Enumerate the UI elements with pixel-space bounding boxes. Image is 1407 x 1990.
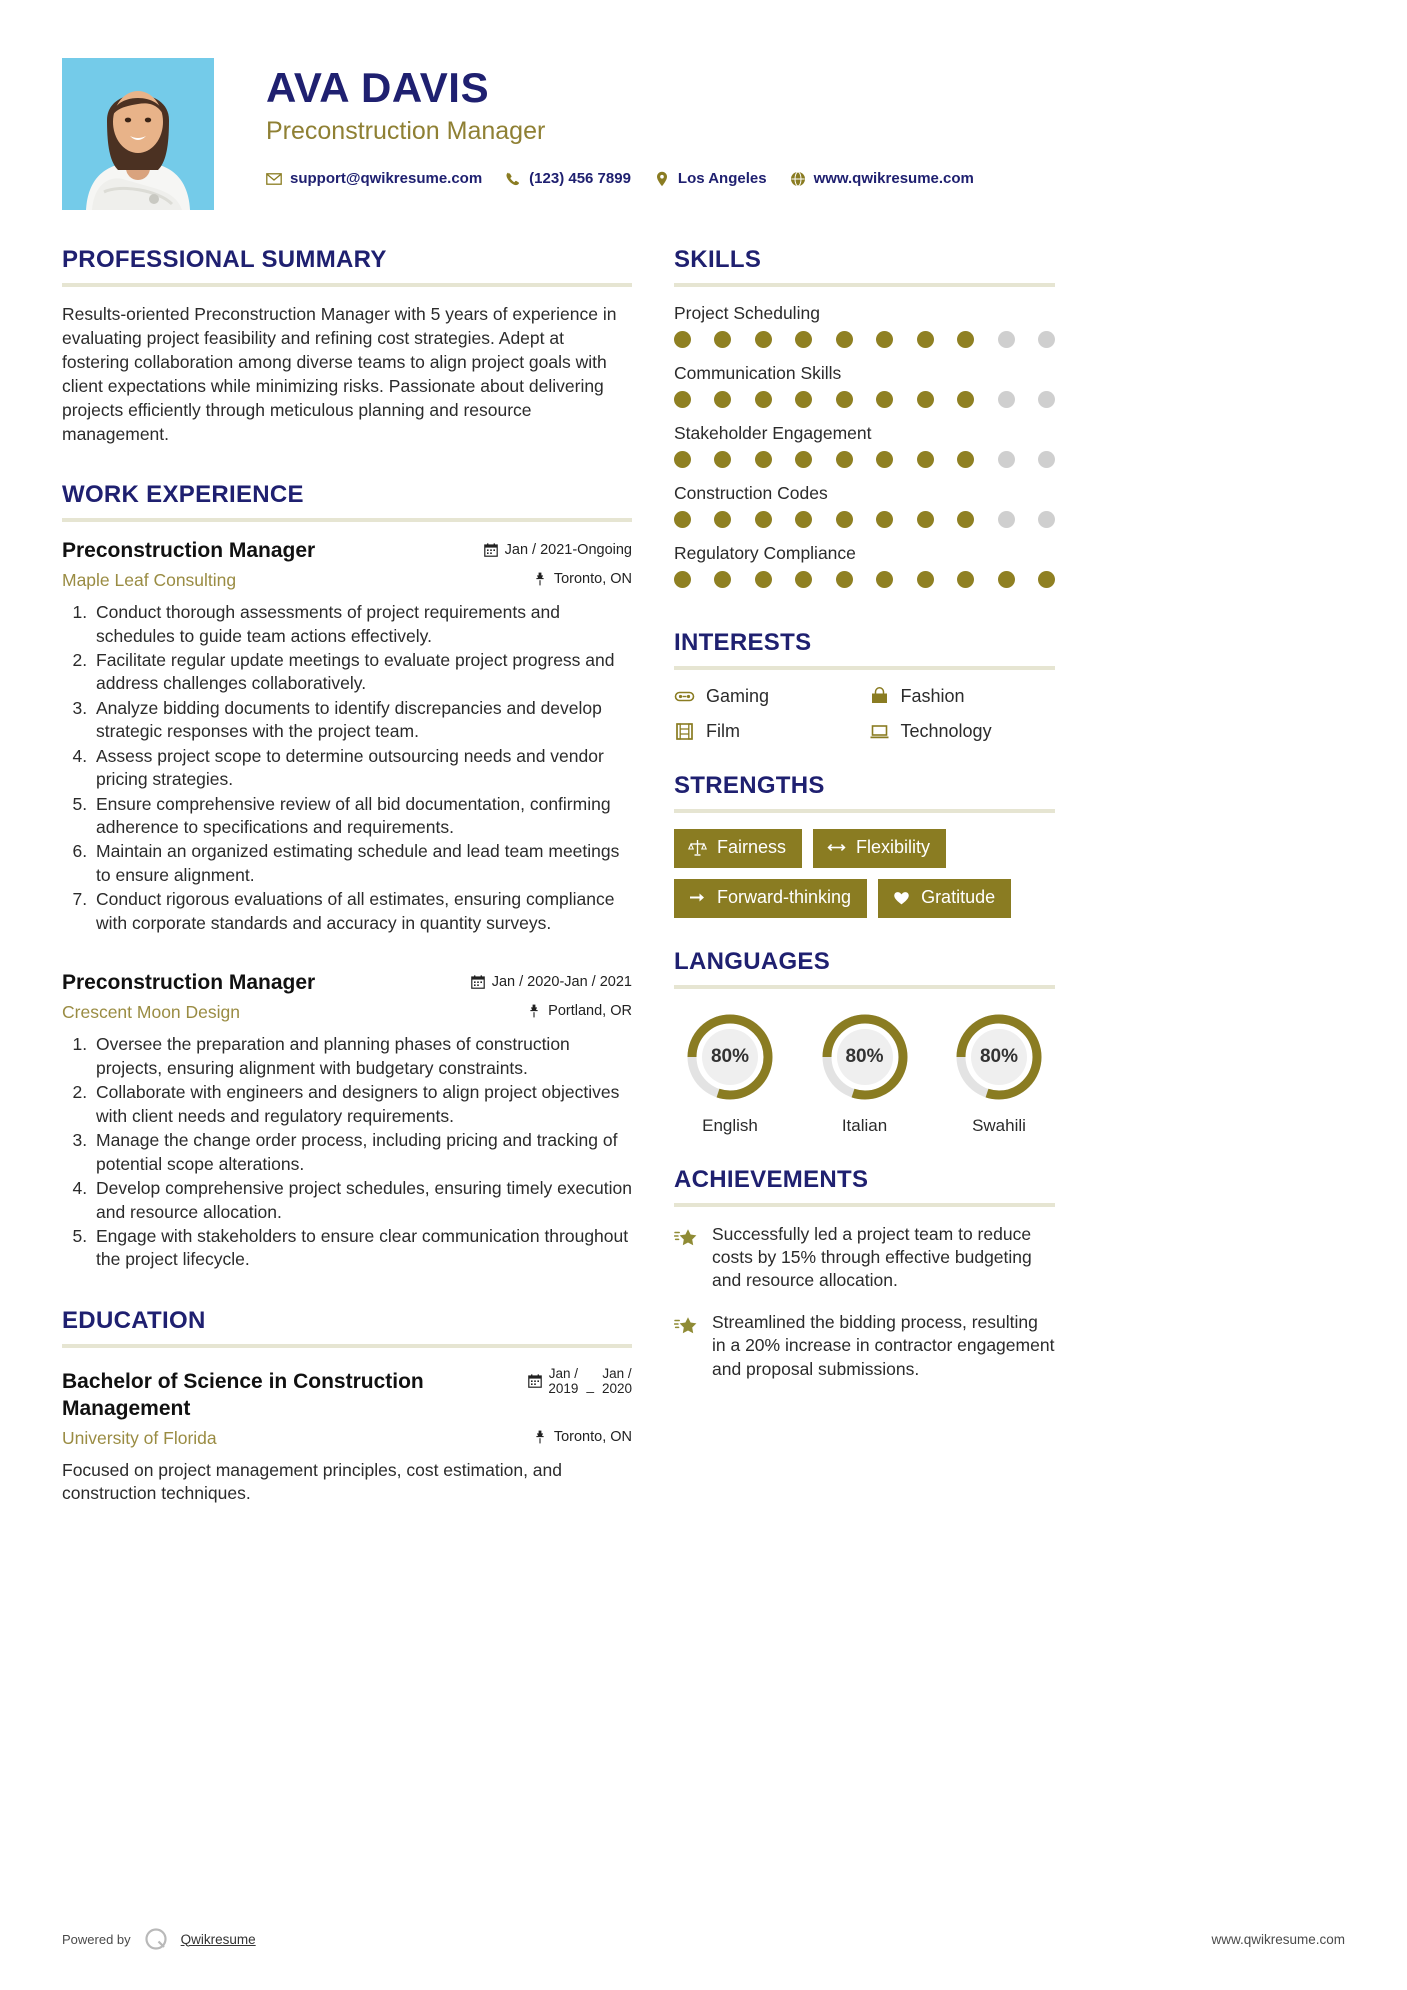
- work-bullet-list: [62, 601, 632, 935]
- interest-label: Gaming: [706, 686, 770, 706]
- skill-dot-filled: [836, 391, 853, 408]
- skill-dot-filled: [957, 451, 974, 468]
- education-location: [533, 1425, 632, 1445]
- skill-label: Project Scheduling: [674, 303, 820, 323]
- language-label: Swahili: [972, 1115, 1026, 1135]
- skill-dot-filled: [876, 391, 893, 408]
- language-donut: [682, 1009, 778, 1105]
- education-date-to-month: Jan /: [602, 1365, 632, 1381]
- education-entry: [62, 1364, 632, 1506]
- footer-website[interactable]: www.qwikresume.com: [1211, 1931, 1345, 1947]
- map-pin-icon: [533, 572, 547, 586]
- contact-bar: [266, 170, 1345, 187]
- work-bullet-list: [62, 1033, 632, 1271]
- language-label: Italian: [841, 1115, 888, 1135]
- contact-location: [654, 170, 767, 187]
- education-dates: [528, 1364, 632, 1397]
- skill-dot-filled: [836, 451, 853, 468]
- education-location-text: Toronto, ON: [553, 1428, 632, 1445]
- work-role: Preconstruction Manager: [62, 971, 316, 995]
- section-title-interests: INTERESTS: [674, 629, 812, 656]
- phone-icon: [505, 171, 521, 187]
- calendar-icon: [528, 1374, 542, 1388]
- skill-dot-filled: [674, 451, 691, 468]
- skill-dot-filled: [876, 571, 893, 588]
- work-bullet: 4. Assess project scope to determine outsourcing needs and vendor pricing strategies.: [92, 745, 632, 792]
- work-bullet: 4. Develop comprehensive project schedules, ensuring timely execution and resource allocation.: [92, 1177, 632, 1224]
- skill-dot-filled: [755, 451, 772, 468]
- achievement-item: [674, 1311, 1055, 1381]
- work-bullet: 2. Collaborate with engineers and designers to align project objectives with client needs and regulatory requirements.: [92, 1081, 632, 1128]
- interest-item: [869, 721, 1056, 742]
- contact-phone-text: (123) 456 7899: [529, 170, 631, 188]
- section-divider: [62, 1344, 632, 1348]
- education-date-from-month: Jan /: [548, 1365, 579, 1381]
- skill-dot-empty: [1038, 451, 1055, 468]
- skill-item: [674, 483, 1055, 528]
- map-pin-icon: [533, 1430, 547, 1444]
- skill-dot-filled: [674, 331, 691, 348]
- work-bullet: 6. Maintain an organized estimating schedule and lead team meetings to ensure alignment.: [92, 840, 632, 887]
- education-school: University of Florida: [62, 1427, 217, 1448]
- work-bullet: 5. Engage with stakeholders to ensure clear communication throughout the project lifecycle.: [92, 1225, 632, 1272]
- page-footer: [0, 1926, 1407, 1952]
- work-bullet: 2. Facilitate regular update meetings to evaluate project progress and address challenges collaboratively.: [92, 649, 632, 696]
- achievement-text: Successfully led a project team to reduce costs by 15% through effective budgeting and resource allocation.: [712, 1223, 1032, 1291]
- skill-rating: [674, 331, 1055, 348]
- skill-dot-filled: [917, 451, 934, 468]
- header-text-block: [214, 58, 1345, 187]
- section-divider: [62, 518, 632, 522]
- skill-dot-filled: [917, 571, 934, 588]
- skill-dot-empty: [1038, 391, 1055, 408]
- skill-dot-filled: [795, 511, 812, 528]
- skill-dot-filled: [795, 391, 812, 408]
- skill-dot-filled: [836, 331, 853, 348]
- education-date-to-year: 2020: [601, 1381, 632, 1397]
- section-divider: [62, 283, 632, 287]
- section-divider: [674, 666, 1055, 670]
- education-date-separator: _: [586, 1378, 594, 1394]
- skill-dot-empty: [998, 331, 1015, 348]
- work-organization: Crescent Moon Design: [62, 1002, 240, 1023]
- section-title-summary: PROFESSIONAL SUMMARY: [62, 246, 387, 273]
- work-dates: [471, 970, 632, 990]
- language-percent: 80%: [979, 1045, 1019, 1067]
- resume-body: [0, 210, 1407, 1506]
- left-column: [62, 246, 632, 1506]
- skill-dot-filled: [755, 511, 772, 528]
- skill-label: Stakeholder Engagement: [674, 423, 872, 443]
- skill-label: Construction Codes: [674, 483, 828, 503]
- skill-dot-filled: [917, 391, 934, 408]
- strength-label: Forward-thinking: [717, 886, 852, 907]
- skill-rating: [674, 571, 1055, 588]
- strength-label: Gratitude: [921, 886, 996, 907]
- section-divider: [674, 1203, 1055, 1207]
- scales-icon: [688, 838, 707, 857]
- interest-item: [869, 686, 1056, 707]
- work-dates-text: Jan / 2021-Ongoing: [504, 541, 632, 558]
- work-dates-text: Jan / 2020-Jan / 2021: [491, 974, 632, 991]
- section-skills: [674, 246, 1055, 588]
- skill-rating: [674, 511, 1055, 528]
- language-donut: [817, 1009, 913, 1105]
- shooting-star-icon: [674, 1223, 698, 1247]
- interest-label: Film: [706, 721, 740, 741]
- contact-phone[interactable]: [505, 170, 631, 187]
- resume-header: [0, 0, 1407, 210]
- education-degree: Bachelor of Science in Construction Management: [62, 1370, 424, 1420]
- gamepad-icon: [674, 686, 695, 707]
- section-interests: [674, 629, 1055, 742]
- education-date-from: [548, 1366, 578, 1397]
- left-right-arrow-icon: [827, 838, 846, 857]
- section-education: [62, 1307, 632, 1506]
- skill-label: Communication Skills: [674, 363, 842, 383]
- contact-website-text: www.qwikresume.com: [813, 170, 974, 188]
- section-title-languages: LANGUAGES: [674, 947, 831, 975]
- work-role: Preconstruction Manager: [62, 538, 316, 562]
- section-title-education: EDUCATION: [62, 1306, 206, 1334]
- skill-dot-filled: [876, 451, 893, 468]
- work-bullet: 3. Analyze bidding documents to identify discrepancies and develop strategic responses with the project team.: [92, 697, 632, 744]
- candidate-job-title: Preconstruction Manager: [266, 117, 546, 146]
- profile-photo: [62, 58, 214, 210]
- skill-dot-filled: [795, 571, 812, 588]
- work-bullet: 1. Oversee the preparation and planning phases of construction projects, ensuring alignment with budgetary constraints.: [92, 1033, 632, 1080]
- language-item: [809, 1009, 921, 1136]
- skill-dot-empty: [998, 511, 1015, 528]
- skill-dot-filled: [674, 511, 691, 528]
- globe-icon: [790, 171, 806, 187]
- calendar-icon: [484, 543, 498, 557]
- mail-icon: [266, 171, 282, 187]
- handbag-icon: [869, 686, 890, 707]
- strength-tag-gratitude: [878, 879, 1011, 918]
- section-professional-summary: [62, 246, 632, 447]
- skill-dot-filled: [674, 391, 691, 408]
- skill-dot-empty: [998, 391, 1015, 408]
- section-achievements: [674, 1166, 1055, 1382]
- film-strip-icon: [674, 721, 695, 742]
- achievement-text: Streamlined the bidding process, resulting in a 20% increase in contractor engagement and proposal submissions.: [712, 1311, 1055, 1379]
- skill-rating: [674, 451, 1055, 468]
- skill-dot-filled: [755, 391, 772, 408]
- interest-label: Technology: [900, 721, 992, 741]
- section-title-work: WORK EXPERIENCE: [62, 480, 304, 508]
- section-title-achievements: ACHIEVEMENTS: [674, 1165, 869, 1193]
- skill-dot-filled: [957, 331, 974, 348]
- skill-item: [674, 363, 1055, 408]
- contact-location-text: Los Angeles: [677, 170, 767, 188]
- skill-dot-filled: [917, 331, 934, 348]
- section-divider: [674, 283, 1055, 287]
- skill-label: Regulatory Compliance: [674, 543, 856, 563]
- section-title-skills: SKILLS: [674, 246, 762, 273]
- section-title-strengths: STRENGTHS: [674, 772, 825, 799]
- strength-tag-flexibility: [813, 829, 946, 868]
- education-date-to: [602, 1366, 632, 1397]
- work-location-text: Toronto, ON: [553, 571, 632, 588]
- work-entry: [62, 970, 632, 1272]
- work-organization: Maple Leaf Consulting: [62, 570, 237, 591]
- language-donut: [951, 1009, 1047, 1105]
- education-description: Focused on project management principles, cost estimation, and construction techniques.: [62, 1459, 562, 1504]
- interest-label: Fashion: [900, 686, 965, 706]
- section-divider: [674, 985, 1055, 989]
- skill-dot-filled: [714, 511, 731, 528]
- skill-item: [674, 303, 1055, 348]
- interest-item: [674, 686, 861, 707]
- skill-dot-filled: [876, 331, 893, 348]
- contact-email-text: support@qwikresume.com: [290, 170, 483, 188]
- skill-dot-filled: [876, 511, 893, 528]
- footer-branding: [62, 1926, 256, 1952]
- strength-tag-fairness: [674, 829, 802, 868]
- skill-dot-filled: [755, 571, 772, 588]
- strength-label: Fairness: [717, 837, 787, 857]
- strengths-list: [674, 829, 1055, 918]
- candidate-name: AVA DAVIS: [266, 64, 490, 111]
- skill-dot-filled: [957, 511, 974, 528]
- skill-rating: [674, 391, 1055, 408]
- interest-item: [674, 721, 861, 742]
- contact-email[interactable]: [266, 170, 482, 187]
- shooting-star-icon: [674, 1311, 698, 1335]
- skill-dot-empty: [1038, 511, 1055, 528]
- section-strengths: [674, 772, 1055, 918]
- skill-item: [674, 543, 1055, 588]
- interests-list: [674, 686, 1055, 742]
- work-entry: [62, 538, 632, 935]
- footer-powered-by: Powered by: [62, 1931, 131, 1947]
- skill-dot-filled: [1038, 571, 1055, 588]
- map-pin-icon: [527, 1004, 541, 1018]
- skill-dot-filled: [998, 571, 1015, 588]
- skill-dot-filled: [836, 571, 853, 588]
- work-location: [527, 999, 632, 1019]
- section-languages: [674, 948, 1055, 1136]
- skill-dot-filled: [714, 391, 731, 408]
- language-percent: 80%: [845, 1045, 884, 1067]
- arrow-right-icon: [688, 888, 707, 907]
- skill-dot-filled: [714, 571, 731, 588]
- laptop-icon: [869, 721, 890, 742]
- work-bullet: 7. Conduct rigorous evaluations of all estimates, ensuring compliance with corporate standards and accuracy in quantity surveys.: [92, 888, 632, 935]
- contact-website[interactable]: [790, 170, 974, 187]
- work-bullet: 5. Ensure comprehensive review of all bid documentation, confirming adherence to specifications and requirements.: [92, 793, 632, 840]
- footer-brand-link[interactable]: Qwikresume: [180, 1931, 256, 1947]
- work-bullet: 1. Conduct thorough assessments of project requirements and schedules to guide team actions effectively.: [92, 601, 632, 648]
- section-divider: [674, 809, 1055, 813]
- skill-dot-filled: [714, 331, 731, 348]
- work-location-text: Portland, OR: [548, 1003, 632, 1020]
- work-location: [533, 567, 632, 587]
- strength-label: Flexibility: [856, 837, 931, 857]
- skill-dot-filled: [957, 391, 974, 408]
- skill-dot-filled: [714, 451, 731, 468]
- skill-item: [674, 423, 1055, 468]
- work-dates: [484, 538, 632, 558]
- heart-icon: [892, 888, 911, 907]
- skill-dot-filled: [795, 451, 812, 468]
- skill-dot-filled: [836, 511, 853, 528]
- skill-dot-filled: [674, 571, 691, 588]
- skill-dot-filled: [957, 571, 974, 588]
- skill-dot-empty: [998, 451, 1015, 468]
- skill-dot-filled: [917, 511, 934, 528]
- languages-list: [674, 1005, 1055, 1136]
- language-percent: 80%: [710, 1045, 750, 1067]
- right-column: [674, 246, 1055, 1399]
- language-label: English: [702, 1115, 758, 1135]
- qwikresume-logo-icon: [143, 1926, 169, 1952]
- language-item: [674, 1009, 786, 1136]
- skill-dot-filled: [755, 331, 772, 348]
- achievement-item: [674, 1223, 1055, 1293]
- language-item: [943, 1009, 1055, 1136]
- location-pin-icon: [654, 171, 670, 187]
- calendar-icon: [471, 975, 485, 989]
- skill-dot-empty: [1038, 331, 1055, 348]
- section-work-experience: [62, 481, 632, 1272]
- summary-text: Results-oriented Preconstruction Manager with 5 years of experience in evaluating project feasibility and refining cost strategies. Adept at fostering collaboration among diverse teams to align project goals with client expectations while minimizing risks. Passionate about delivering projects efficiently through meticulous planning and resource management.: [62, 304, 617, 444]
- work-bullet: 3. Manage the change order process, including pricing and tracking of potential scope alterations.: [92, 1129, 632, 1176]
- strength-tag-forward-thinking: [674, 879, 867, 918]
- skill-dot-filled: [795, 331, 812, 348]
- profile-photo-image: [62, 58, 214, 210]
- education-date-from-year: 2019: [548, 1381, 579, 1397]
